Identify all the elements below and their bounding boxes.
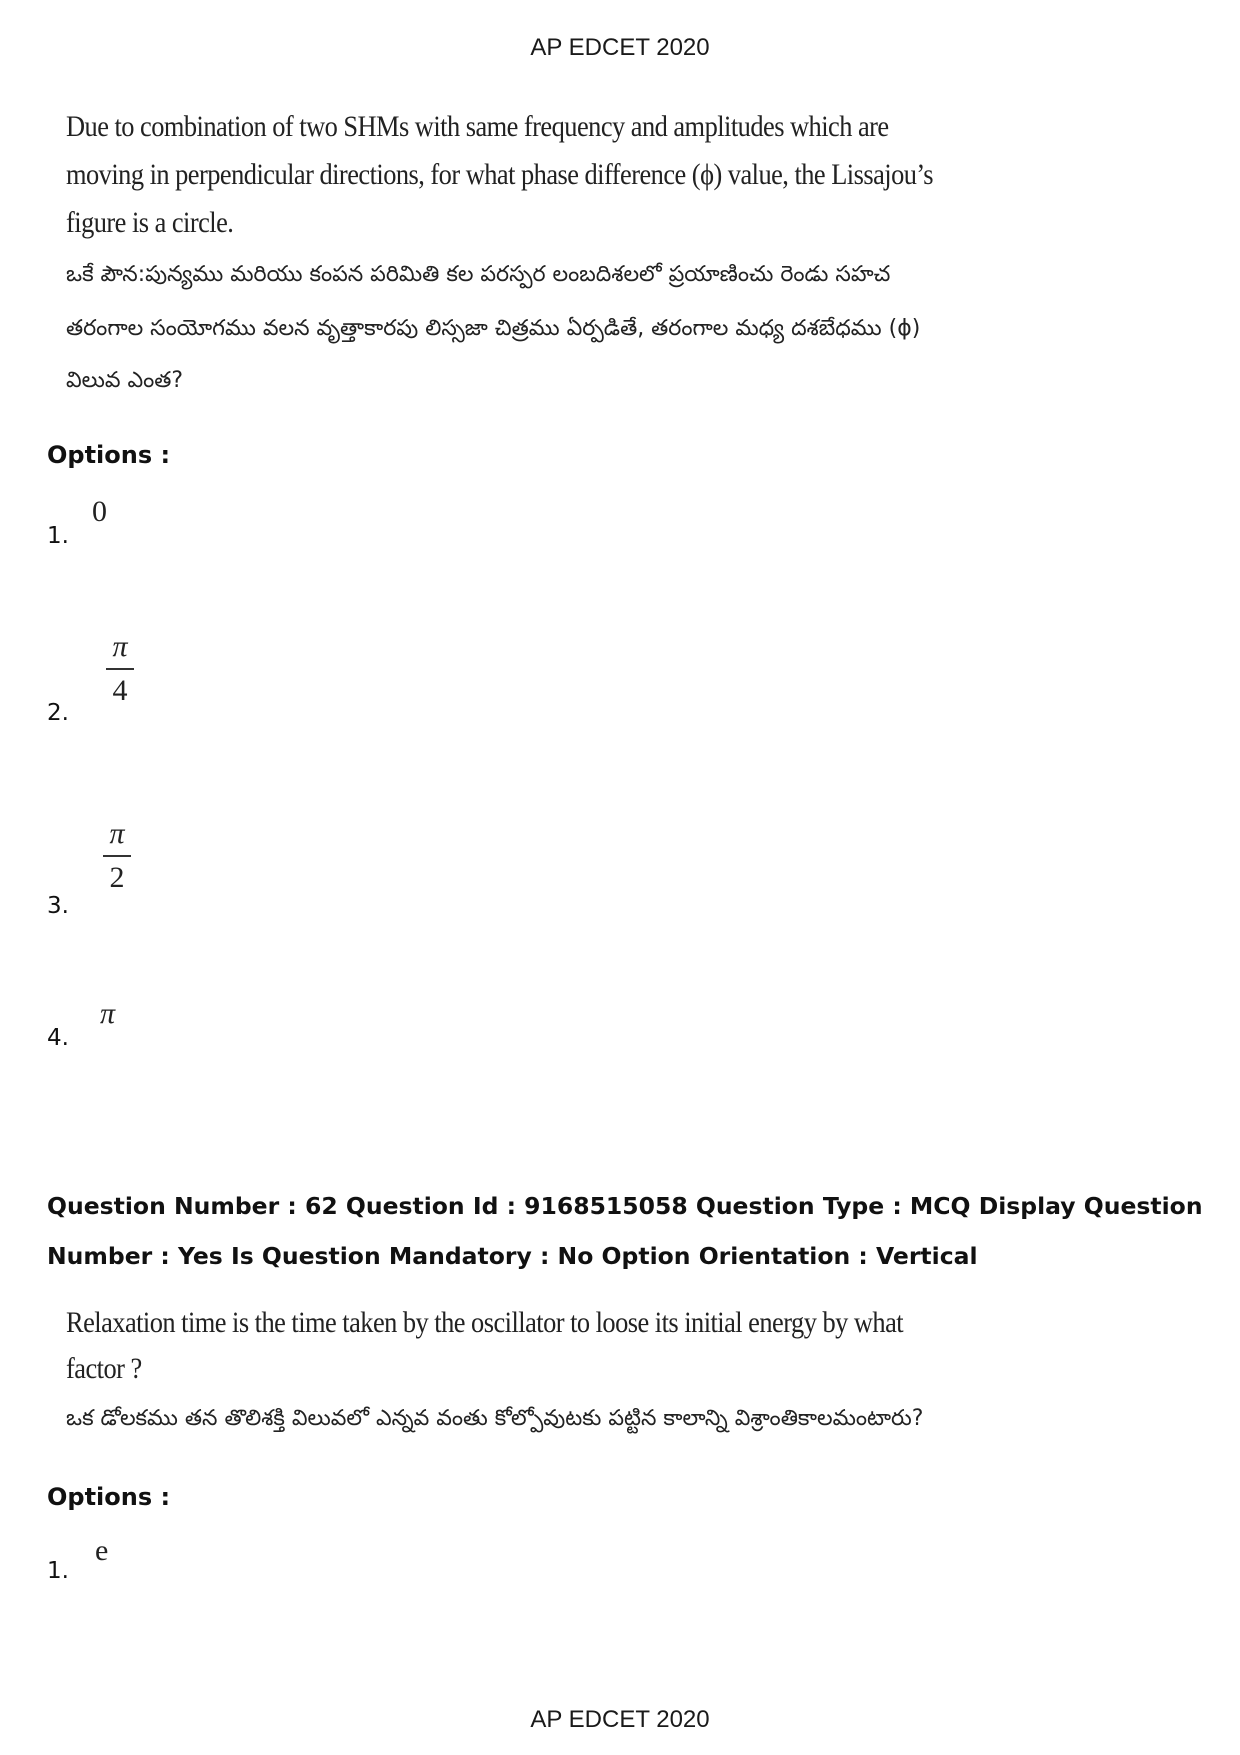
fraction-bar — [106, 668, 134, 670]
question-62-telugu-line-1: ఒక డోలకము తన తొలిశక్తి విలువలో ఎన్నవ వంతు కోల్పోవుటకు పట్టిన కాలాన్ని విశ్రాంతికాలమంటారు? — [66, 1406, 924, 1431]
options-label: Options : — [47, 1483, 171, 1511]
option-3-value — [103, 817, 131, 893]
option-1-value: 0 — [92, 495, 107, 528]
option-4-value: π — [100, 997, 116, 1030]
fraction-numerator: π — [109, 817, 125, 850]
option-1-number: 1. — [47, 523, 69, 549]
option-1-value: e — [95, 1534, 109, 1567]
question-61-telugu-line-1: ఒకే పౌన:పున్యము మరియు కంపన పరిమితి కల పరస్పర లంబదిశలలో ప్రయాణించు రెండు సహచ — [66, 262, 891, 287]
question-62-meta-line-2: Number : Yes Is Question Mandatory : No Option Orientation : Vertical — [47, 1242, 978, 1270]
fraction-denominator: 4 — [112, 674, 128, 707]
page-header: AP EDCET 2020 — [530, 34, 710, 61]
fraction-bar — [103, 855, 131, 857]
fraction-denominator: 2 — [109, 861, 125, 894]
question-62-english-line-1: Relaxation time is the time taken by the oscillator to loose its initial energy by what — [66, 1306, 904, 1339]
question-62-english-line-2: factor ? — [66, 1352, 142, 1385]
question-61-english-line-1: Due to combination of two SHMs with same frequency and amplitudes which are — [66, 110, 889, 143]
option-3-number: 3. — [47, 893, 69, 919]
question-61-english-line-2: moving in perpendicular directions, for what phase difference (ϕ) value, the Lissajou’s — [66, 158, 933, 191]
options-label: Options : — [47, 441, 171, 469]
option-2-number: 2. — [47, 700, 69, 726]
fraction — [106, 632, 134, 706]
fraction-numerator: π — [112, 630, 128, 663]
option-4-number: 4. — [47, 1025, 69, 1051]
option-2-value — [106, 630, 134, 706]
question-61-telugu-line-2: తరంగాల సంయోగము వలన వృత్తాకారపు లిస్సజా చిత్రము ఏర్పడితే, తరంగాల మధ్య దశబేధము (ϕ) — [66, 316, 921, 341]
question-61-telugu-line-3: విలువ ఎంత? — [66, 368, 184, 393]
question-62-meta-line-1: Question Number : 62 Question Id : 9168515058 Question Type : MCQ Display Question — [47, 1192, 1203, 1220]
question-61-english-line-3: figure is a circle. — [66, 206, 234, 239]
fraction — [103, 819, 131, 893]
page-footer: AP EDCET 2020 — [530, 1706, 710, 1733]
option-1-number: 1. — [47, 1558, 69, 1584]
